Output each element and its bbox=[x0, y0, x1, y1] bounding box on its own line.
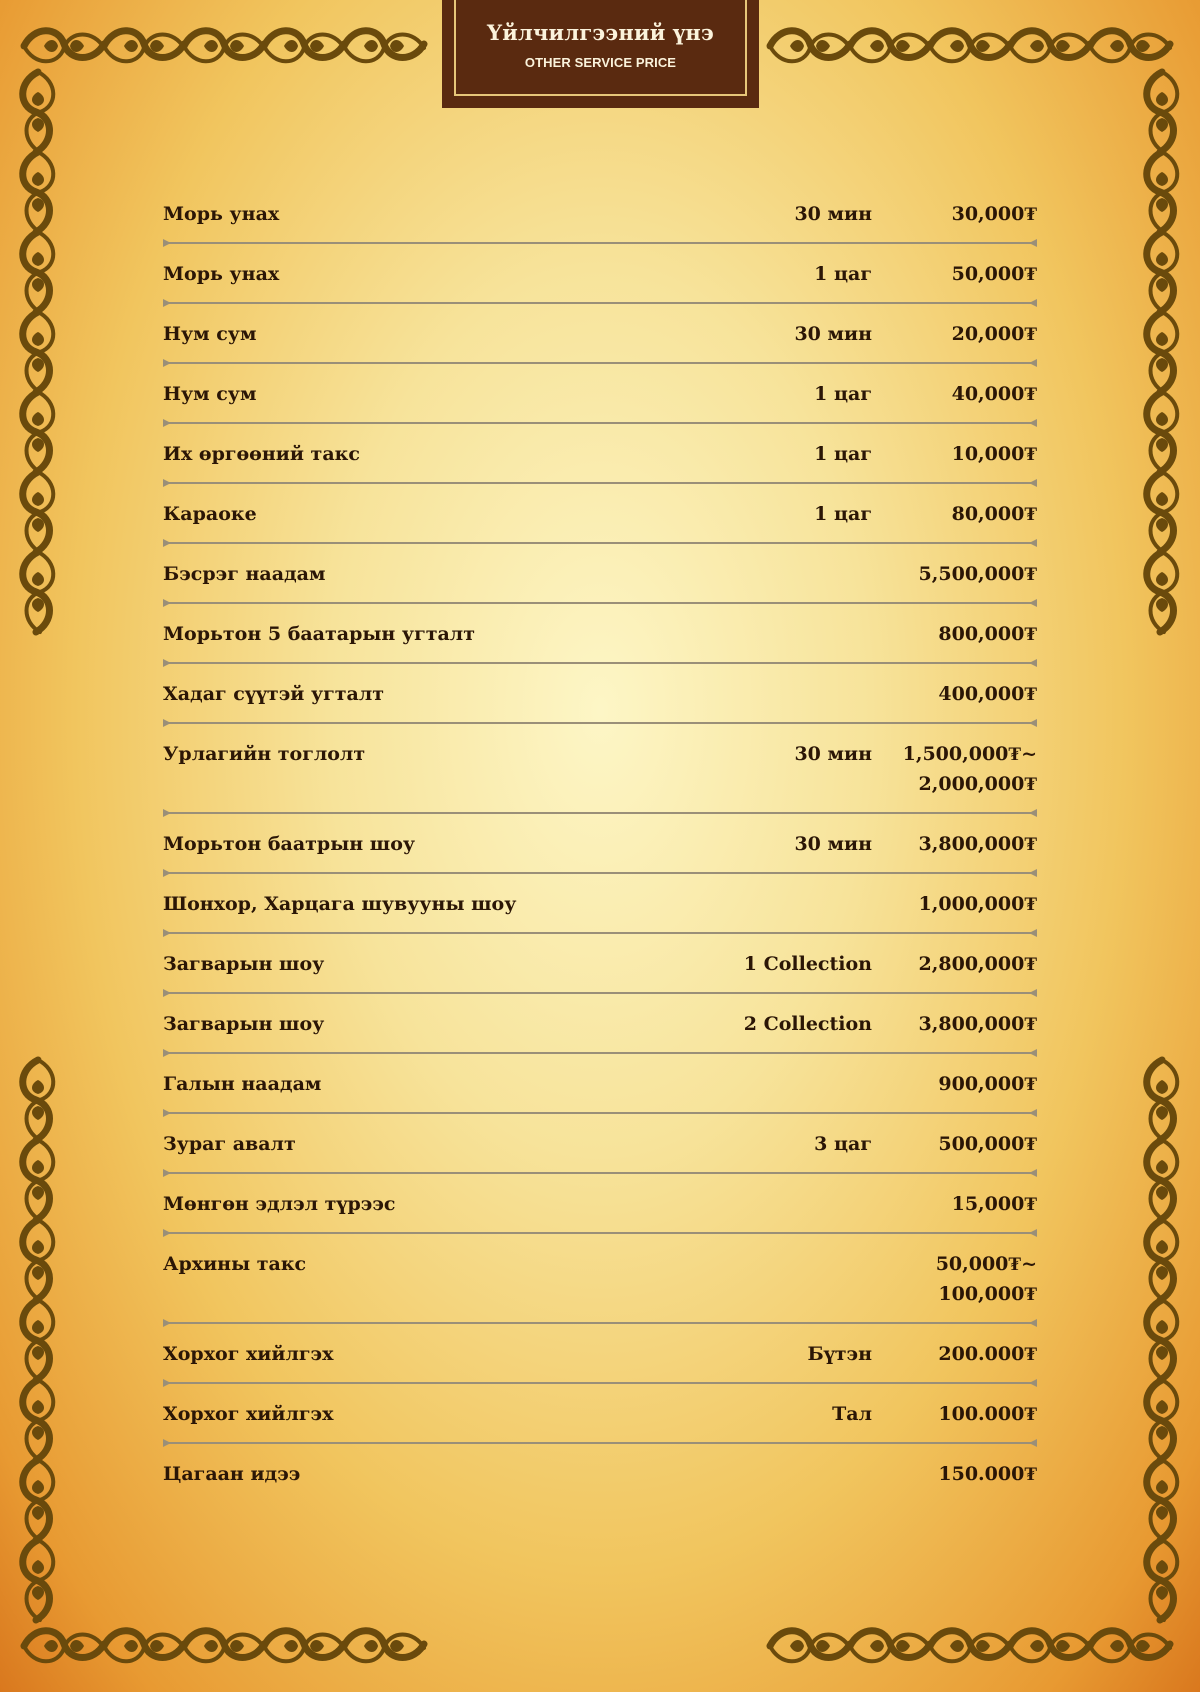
price-row bbox=[163, 1448, 1037, 1508]
service-name: Морь унах bbox=[163, 203, 280, 225]
service-price bbox=[938, 1339, 1037, 1369]
service-price bbox=[952, 319, 1037, 349]
price-row bbox=[163, 1118, 1037, 1178]
service-price bbox=[952, 499, 1037, 529]
price-row bbox=[163, 428, 1037, 488]
price-line: 1,500,000₮~ bbox=[902, 743, 1037, 765]
service-price bbox=[919, 1009, 1037, 1039]
price-row bbox=[163, 668, 1037, 728]
service-name: Цагаан идээ bbox=[163, 1463, 301, 1485]
service-name: Морь унах bbox=[163, 263, 280, 285]
row-divider bbox=[163, 1318, 1037, 1328]
price-row bbox=[163, 248, 1037, 308]
service-duration: 30 мин bbox=[794, 203, 872, 225]
service-price bbox=[952, 379, 1037, 409]
price-line: 500,000₮ bbox=[938, 1133, 1037, 1155]
service-duration: 1 цаг bbox=[814, 383, 872, 405]
service-name: Нум сум bbox=[163, 323, 257, 345]
service-duration: 1 Collection bbox=[743, 953, 872, 975]
price-row bbox=[163, 308, 1037, 368]
price-line: 15,000₮ bbox=[951, 1193, 1037, 1215]
row-divider bbox=[163, 1378, 1037, 1388]
row-divider bbox=[163, 1228, 1037, 1238]
price-line: 80,000₮ bbox=[951, 503, 1037, 525]
price-row bbox=[163, 1178, 1037, 1238]
service-price bbox=[919, 829, 1037, 859]
service-name: Загварын шоу bbox=[163, 1013, 325, 1035]
price-line: 200.000₮ bbox=[938, 1343, 1037, 1365]
service-duration: 30 мин bbox=[794, 323, 872, 345]
row-divider bbox=[163, 988, 1037, 998]
row-divider bbox=[163, 418, 1037, 428]
price-line-2: 100,000₮ bbox=[938, 1283, 1037, 1305]
service-price bbox=[952, 259, 1037, 289]
price-row bbox=[163, 1388, 1037, 1448]
row-divider bbox=[163, 928, 1037, 938]
service-price bbox=[903, 739, 1037, 799]
service-price bbox=[952, 439, 1037, 469]
service-price bbox=[938, 619, 1037, 649]
price-row bbox=[163, 368, 1037, 428]
row-divider bbox=[163, 238, 1037, 248]
row-divider bbox=[163, 598, 1037, 608]
service-price bbox=[919, 889, 1037, 919]
price-row bbox=[163, 1238, 1037, 1328]
price-line: 40,000₮ bbox=[951, 383, 1037, 405]
service-name: Нум сум bbox=[163, 383, 257, 405]
service-duration: 30 мин bbox=[794, 743, 872, 765]
service-name: Морьтон баатрын шоу bbox=[163, 833, 416, 855]
price-row bbox=[163, 608, 1037, 668]
price-row bbox=[163, 938, 1037, 998]
service-name: Урлагийн тоглолт bbox=[163, 743, 366, 765]
price-row bbox=[163, 1328, 1037, 1388]
price-line: 20,000₮ bbox=[951, 323, 1037, 345]
service-name: Хадаг сүүтэй угталт bbox=[163, 683, 385, 705]
price-line: 3,800,000₮ bbox=[918, 833, 1037, 855]
service-name: Хорхог хийлгэх bbox=[163, 1343, 334, 1365]
price-line: 100.000₮ bbox=[938, 1403, 1037, 1425]
price-line: 150.000₮ bbox=[938, 1463, 1037, 1485]
price-line-2: 2,000,000₮ bbox=[918, 773, 1037, 795]
service-name: Хорхог хийлгэх bbox=[163, 1403, 334, 1425]
service-duration: 1 цаг bbox=[814, 503, 872, 525]
price-list bbox=[163, 188, 1037, 1508]
service-duration: 30 мин bbox=[794, 833, 872, 855]
service-price bbox=[952, 199, 1037, 229]
price-line: 3,800,000₮ bbox=[918, 1013, 1037, 1035]
service-name: Морьтон 5 баатарын угталт bbox=[163, 623, 475, 645]
price-line: 50,000₮ bbox=[951, 263, 1037, 285]
price-line: 900,000₮ bbox=[938, 1073, 1037, 1095]
row-divider bbox=[163, 1168, 1037, 1178]
price-row bbox=[163, 548, 1037, 608]
price-line: 5,500,000₮ bbox=[918, 563, 1037, 585]
service-name: Галын наадам bbox=[163, 1073, 322, 1095]
page-title: Үйлчилгээний үнэ bbox=[487, 20, 714, 45]
header-frame bbox=[454, 0, 747, 96]
service-name: Бэсрэг наадам bbox=[163, 563, 326, 585]
service-name: Их өргөөний такс bbox=[163, 443, 360, 465]
price-row bbox=[163, 728, 1037, 818]
service-price bbox=[938, 1459, 1037, 1489]
price-line: 1,000,000₮ bbox=[918, 893, 1037, 915]
service-price bbox=[919, 559, 1037, 589]
price-row bbox=[163, 998, 1037, 1058]
row-divider bbox=[163, 298, 1037, 308]
row-divider bbox=[163, 1438, 1037, 1448]
service-price bbox=[938, 1129, 1037, 1159]
price-row bbox=[163, 818, 1037, 878]
row-divider bbox=[163, 358, 1037, 368]
service-price bbox=[938, 1069, 1037, 1099]
service-duration: 3 цаг bbox=[814, 1133, 872, 1155]
price-line: 10,000₮ bbox=[951, 443, 1037, 465]
service-name: Зураг авалт bbox=[163, 1133, 296, 1155]
price-row bbox=[163, 1058, 1037, 1118]
service-price bbox=[936, 1249, 1037, 1309]
price-row bbox=[163, 488, 1037, 548]
header-banner bbox=[442, 0, 759, 108]
price-line: 2,800,000₮ bbox=[918, 953, 1037, 975]
service-duration: 1 цаг bbox=[814, 263, 872, 285]
price-line: 30,000₮ bbox=[951, 203, 1037, 225]
row-divider bbox=[163, 868, 1037, 878]
service-duration: 1 цаг bbox=[814, 443, 872, 465]
price-line: 50,000₮~ bbox=[935, 1253, 1037, 1275]
page-subtitle: OTHER SERVICE PRICE bbox=[524, 55, 677, 70]
price-row bbox=[163, 188, 1037, 248]
service-name: Шонхор, Харцага шувууны шоу bbox=[163, 893, 517, 915]
price-line: 800,000₮ bbox=[938, 623, 1037, 645]
service-price bbox=[952, 1189, 1037, 1219]
service-name: Архины такс bbox=[163, 1253, 307, 1275]
row-divider bbox=[163, 808, 1037, 818]
row-divider bbox=[163, 658, 1037, 668]
row-divider bbox=[163, 538, 1037, 548]
service-duration: Тал bbox=[832, 1403, 872, 1425]
service-price bbox=[938, 679, 1037, 709]
service-name: Загварын шоу bbox=[163, 953, 325, 975]
service-duration: 2 Collection bbox=[743, 1013, 872, 1035]
service-duration: Бүтэн bbox=[807, 1343, 872, 1365]
row-divider bbox=[163, 1048, 1037, 1058]
row-divider bbox=[163, 718, 1037, 728]
service-name: Мөнгөн эдлэл түрээс bbox=[163, 1193, 396, 1215]
price-line: 400,000₮ bbox=[938, 683, 1037, 705]
service-name: Караоке bbox=[163, 503, 257, 525]
row-divider bbox=[163, 1108, 1037, 1118]
row-divider bbox=[163, 478, 1037, 488]
service-price bbox=[938, 1399, 1037, 1429]
price-row bbox=[163, 878, 1037, 938]
service-price bbox=[919, 949, 1037, 979]
